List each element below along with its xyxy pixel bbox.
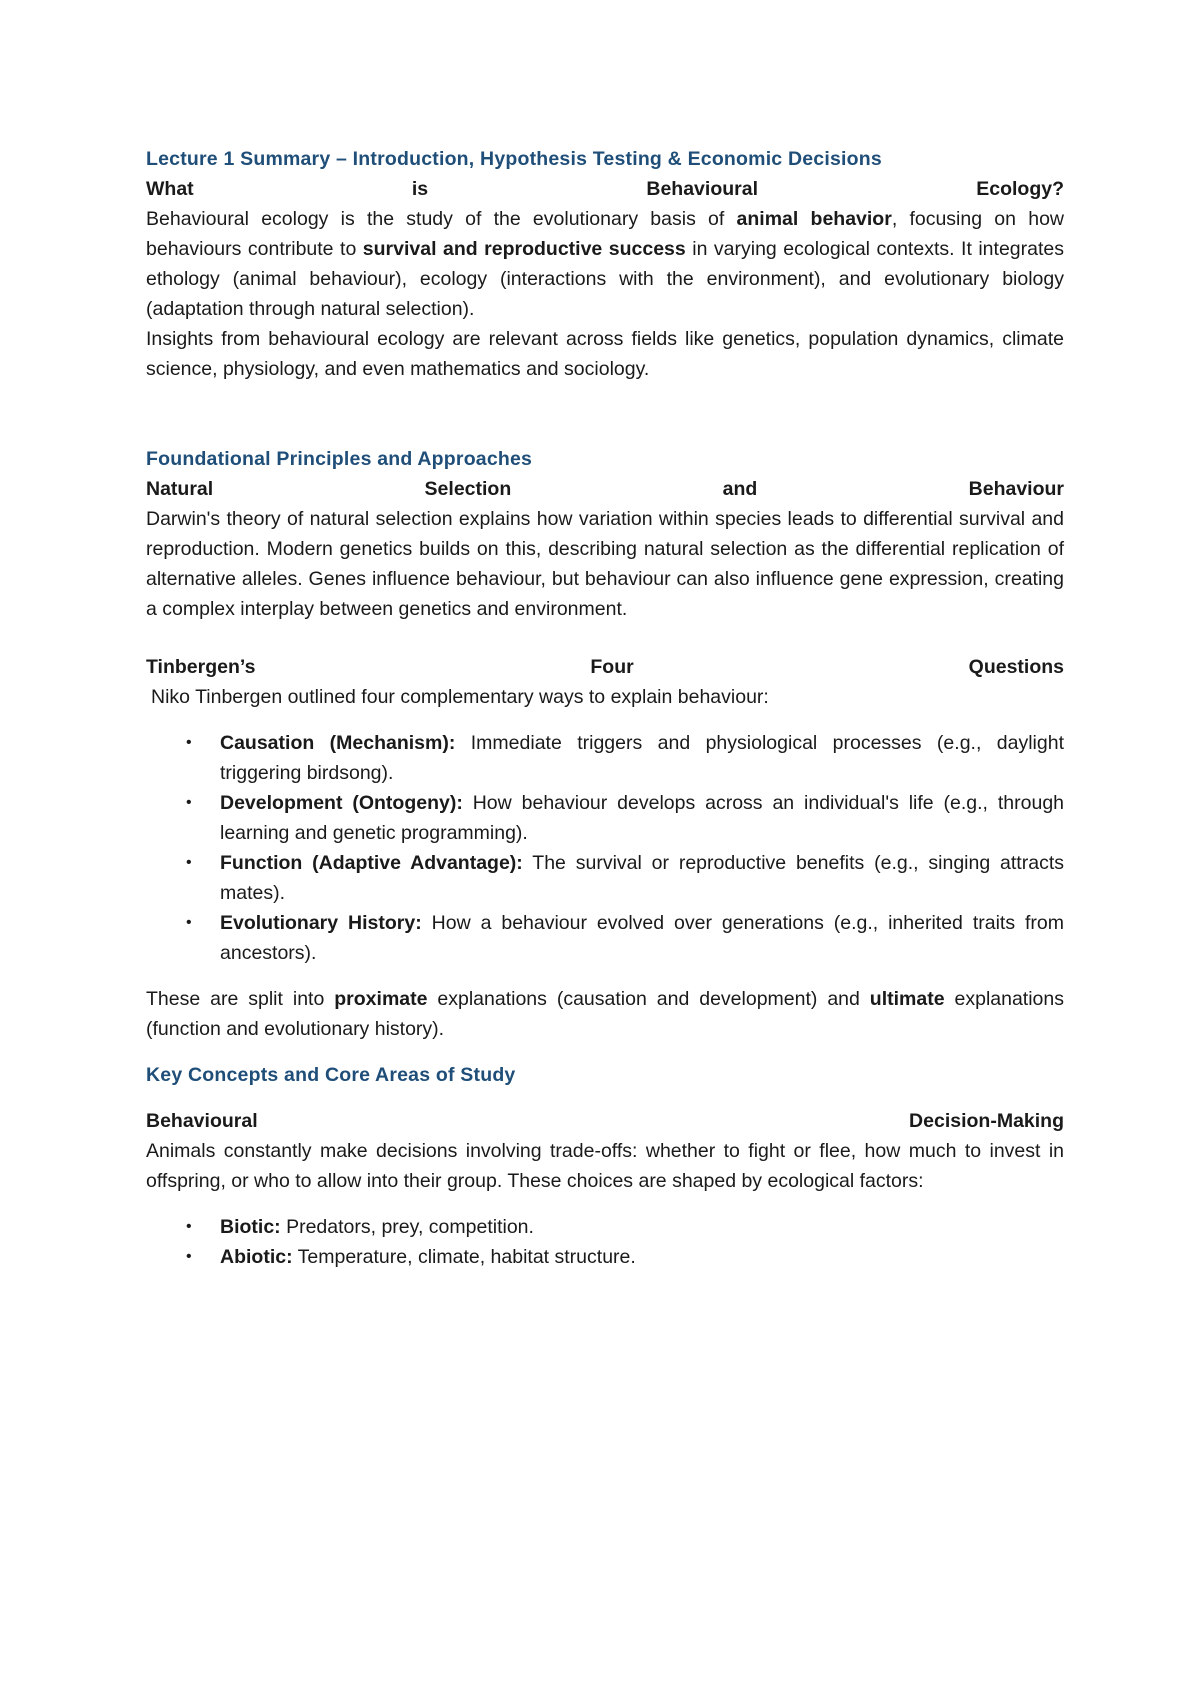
list-item	[146, 908, 1064, 968]
paragraph-definition	[146, 204, 1064, 324]
text-run: , focusing on how behaviours contribute to	[146, 208, 1064, 260]
spacer	[146, 968, 1064, 984]
ecological-factors-list	[146, 1212, 1064, 1272]
list-item-text: The survival or reproductive benefits (e.g., singing attracts mates).	[220, 852, 1064, 904]
document-title: Lecture 1 Summary – Introduction, Hypothesis Testing & Economic Decisions	[146, 148, 882, 170]
section-heading-key-concepts: Key Concepts and Core Areas of Study	[146, 1064, 516, 1086]
tinbergen-questions-list	[146, 728, 1064, 968]
bold-run: animal behavior	[736, 208, 892, 230]
list-item	[146, 788, 1064, 848]
section-heading-foundational: Foundational Principles and Approaches	[146, 448, 533, 470]
bold-run: proximate	[334, 988, 428, 1010]
list-item	[146, 1242, 1064, 1272]
list-item	[146, 728, 1064, 788]
text-run: These are split into	[146, 988, 335, 1010]
text-run: in varying ecological contexts. It integrates ethology (animal behaviour), ecology (interactions with the environment), and evolutionary biology (adaptation through natural selection).	[146, 238, 1064, 320]
list-item-text: Temperature, climate, habitat structure.	[292, 1246, 636, 1268]
text-run: explanations (function and evolutionary history).	[146, 988, 1064, 1040]
list-item-text: Immediate triggers and physiological processes (e.g., daylight triggering birdsong).	[220, 732, 1064, 784]
list-item-label: Biotic:	[220, 1216, 281, 1238]
paragraph-tinbergen-intro: Niko Tinbergen outlined four complementary ways to explain behaviour:	[151, 686, 769, 708]
list-item-text: How a behaviour evolved over generations (e.g., inherited traits from ancestors).	[220, 912, 1065, 964]
bullet-icon: •	[186, 1218, 192, 1235]
list-item-text: How behaviour develops across an individual's life (e.g., through learning and genetic programming).	[220, 792, 1065, 844]
section-subheading-tinbergen: Tinbergen’s Four Questions	[146, 656, 1064, 678]
list-item-label: Abiotic:	[220, 1246, 293, 1268]
bullet-icon: •	[186, 1248, 192, 1265]
bullet-icon: •	[186, 914, 192, 931]
list-item	[146, 1212, 1064, 1242]
spacer	[146, 384, 1064, 444]
list-item-label: Causation (Mechanism):	[220, 732, 456, 754]
paragraph-proximate-ultimate	[146, 984, 1064, 1044]
section-subheading-behavioural-ecology: What is Behavioural Ecology?	[146, 178, 1064, 200]
bullet-icon: •	[186, 794, 192, 811]
spacer	[146, 712, 1064, 728]
spacer	[146, 1044, 1064, 1060]
section-subheading-decision-making: Behavioural Decision-Making	[146, 1110, 1064, 1132]
bold-run: ultimate	[869, 988, 945, 1010]
list-item-label: Development (Ontogeny):	[220, 792, 463, 814]
paragraph-insights: Insights from behavioural ecology are relevant across fields like genetics, population dynamics, climate science, physiology, and even mathematics and sociology.	[146, 328, 1064, 380]
paragraph-decision-making: Animals constantly make decisions involving trade-offs: whether to fight or flee, how much to invest in offspring, or who to allow into their group. These choices are shaped by ecological factors:	[146, 1140, 1064, 1192]
list-item-label: Evolutionary History:	[220, 912, 422, 934]
list-item-text: Predators, prey, competition.	[280, 1216, 534, 1238]
section-subheading-natural-selection: Natural Selection and Behaviour	[146, 478, 1064, 500]
spacer	[146, 1196, 1064, 1212]
paragraph-natural-selection: Darwin's theory of natural selection explains how variation within species leads to differential survival and reproduction. Modern genetics builds on this, describing natural selection as the differential replication of alternative alleles. Genes influence behaviour, but behaviour can also influence gene expression, creating a complex interplay between genetics and environment.	[146, 508, 1064, 620]
bullet-icon: •	[186, 854, 192, 871]
document-page	[146, 144, 1064, 1272]
bullet-icon: •	[186, 734, 192, 751]
bold-run: survival and reproductive success	[362, 238, 686, 260]
spacer	[146, 1090, 1064, 1106]
text-run: Behavioural ecology is the study of the evolutionary basis of	[146, 208, 737, 230]
list-item	[146, 848, 1064, 908]
list-item-label: Function (Adaptive Advantage):	[220, 852, 523, 874]
spacer	[146, 624, 1064, 652]
text-run: explanations (causation and development) and	[427, 988, 870, 1010]
